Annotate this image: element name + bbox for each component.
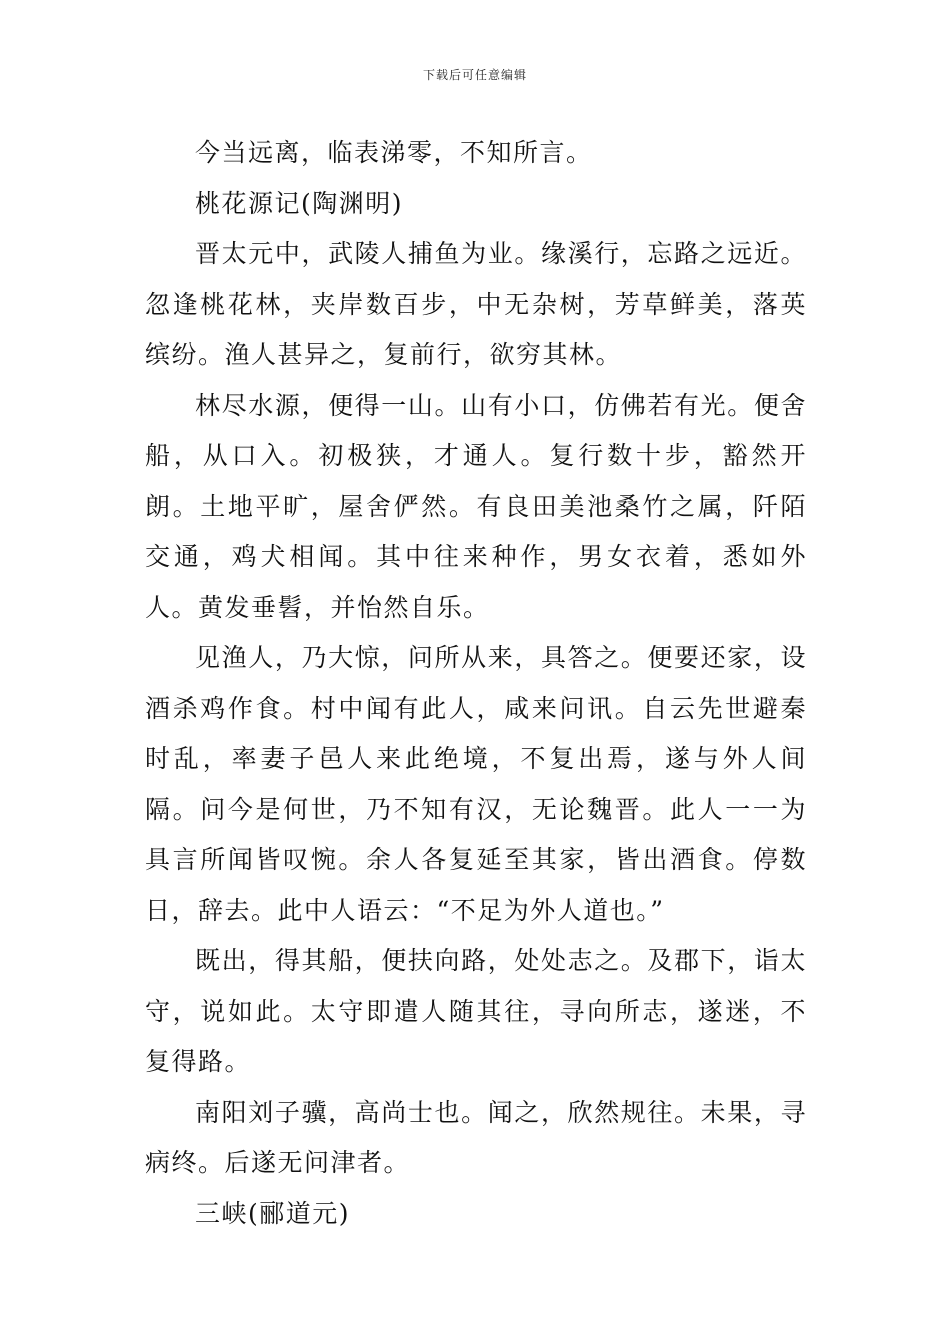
document-body <box>145 128 807 1239</box>
section-title-sanxia: 三峡(郦道元) <box>195 1198 351 1228</box>
paragraph-3: 见渔人，乃大惊，问所从来，具答之。便要还家，设酒杀鸡作食。村中闻有此人，咸来问讯。自云先世避秦时乱，率妻子邑人来此绝境，不复出焉，遂与外人间隔。问今是何世，乃不知有汉，无论魏晋。此人一一为具言所闻皆叹惋。余人各复延至其家，皆出酒食。停数日，辞去。此中人语云：“不足为外人道也。” <box>145 643 807 925</box>
paragraph-2: 林尽水源，便得一山。山有小口，仿佛若有光。便舍船，从口入。初极狭，才通人。复行数十步，豁然开朗。土地平旷，屋舍俨然。有良田美池桑竹之属，阡陌交通，鸡犬相闻。其中往来种作，男女衣着，悉如外人。黄发垂髫，并怡然自乐。 <box>145 390 807 622</box>
page-header: 下载后可任意编辑 <box>422 68 527 82</box>
paragraph-1: 晋太元中，武陵人捕鱼为业。缘溪行，忘路之远近。忽逢桃花林，夹岸数百步，中无杂树，芳草鲜美，落英缤纷。渔人甚异之，复前行，欲穷其林。 <box>145 239 807 369</box>
section-title-taohuayuanji: 桃花源记(陶渊明) <box>195 188 404 218</box>
paragraph-closing: 今当远离，临表涕零，不知所言。 <box>195 138 593 167</box>
paragraph-5: 南阳刘子骥，高尚士也。闻之，欣然规往。未果，寻病终。后遂无问津者。 <box>145 1097 807 1177</box>
paragraph-4: 既出，得其船，便扶向路，处处志之。及郡下，诣太守，说如此。太守即遣人随其往，寻向所志，遂迷，不复得路。 <box>145 946 807 1076</box>
